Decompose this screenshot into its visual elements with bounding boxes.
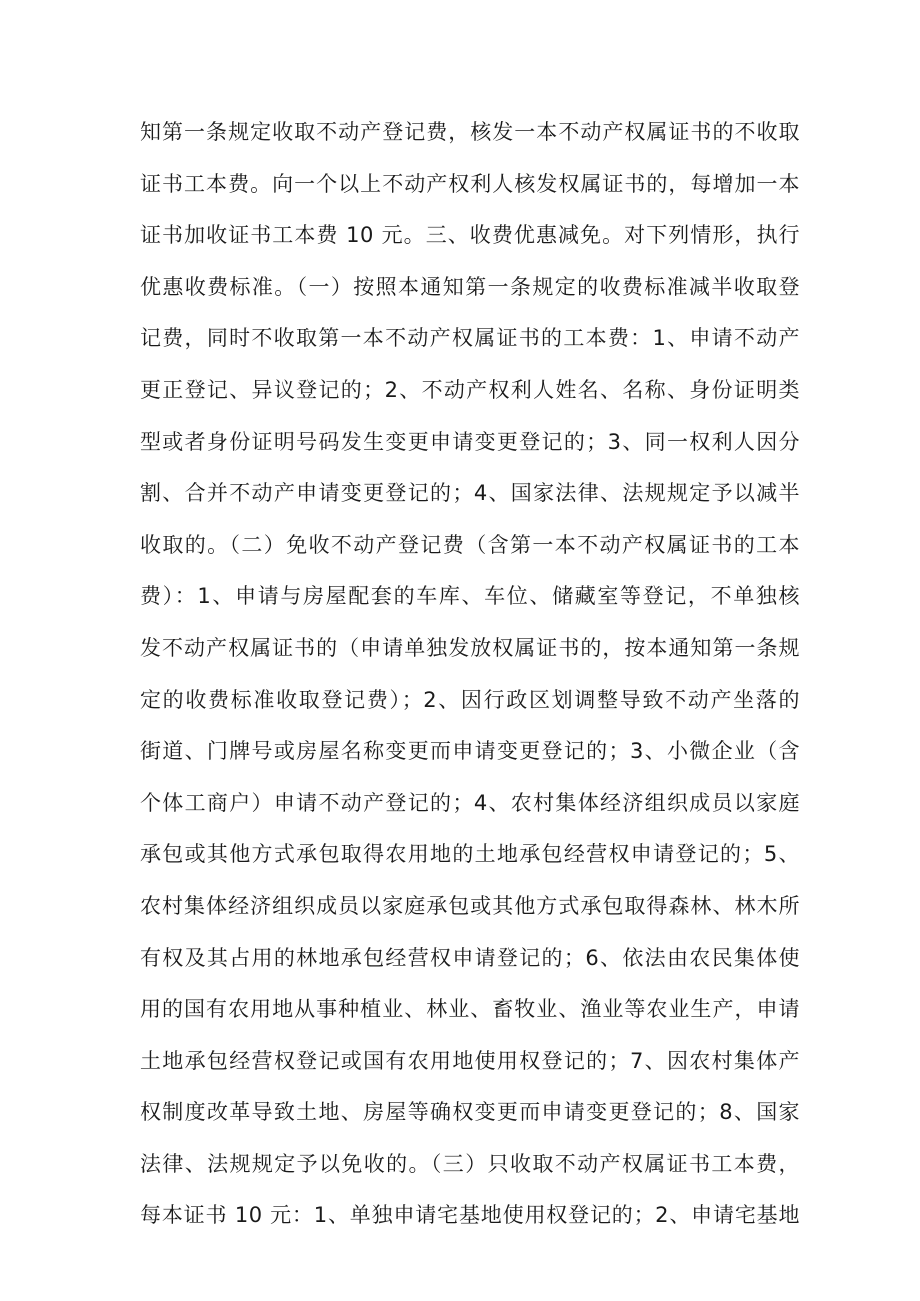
text-line: 有权及其占用的林地承包经营权申请登记的；6、依法由农民集体使 <box>140 945 800 970</box>
text-line: 更正登记、异议登记的；2、不动产权利人姓名、名称、身份证明类 <box>140 377 800 402</box>
text-line: 割、合并不动产申请变更登记的；4、国家法律、法规规定予以减半 <box>140 481 800 506</box>
text-line: 记费，同时不收取第一本不动产权属证书的工本费：1、申请不动产 <box>140 326 800 351</box>
text-line: 用的国有农用地从事种植业、林业、畜牧业、渔业等农业生产，申请 <box>140 997 800 1022</box>
text-line: 法律、法规规定予以免收的。（三）只收取不动产权属证书工本费， <box>140 1151 800 1176</box>
text-line: 收取的。（二）免收不动产登记费（含第一本不动产权属证书的工本 <box>140 532 800 557</box>
body-text <box>140 112 800 1247</box>
text-line: 权制度改革导致土地、房屋等确权变更而申请变更登记的；8、国家 <box>140 1100 800 1125</box>
text-line: 每本证书 10 元：1、单独申请宅基地使用权登记的；2、申请宅基地 <box>140 1203 800 1228</box>
text-line: 知第一条规定收取不动产登记费，核发一本不动产权属证书的不收取 <box>140 120 800 144</box>
text-line: 农村集体经济组织成员以家庭承包或其他方式承包取得森林、林木所 <box>140 893 800 918</box>
text-line: 费）：1、申请与房屋配套的车库、车位、储藏室等登记，不单独核 <box>140 584 800 609</box>
text-line: 型或者身份证明号码发生变更申请变更登记的；3、同一权利人因分 <box>140 429 800 454</box>
text-line: 证书工本费。向一个以上不动产权利人核发权属证书的，每增加一本 <box>140 171 800 196</box>
text-line: 个体工商户）申请不动产登记的；4、农村集体经济组织成员以家庭 <box>140 790 800 815</box>
text-line: 土地承包经营权登记或国有农用地使用权登记的；7、因农村集体产 <box>140 1048 800 1073</box>
text-line: 优惠收费标准。（一）按照本通知第一条规定的收费标准减半收取登 <box>140 274 800 299</box>
text-line: 定的收费标准收取登记费）；2、因行政区划调整导致不动产坐落的 <box>140 687 800 712</box>
text-line: 发不动产权属证书的（申请单独发放权属证书的，按本通知第一条规 <box>140 635 800 660</box>
text-line: 街道、门牌号或房屋名称变更而申请变更登记的；3、小微企业（含 <box>140 739 800 764</box>
text-line: 承包或其他方式承包取得农用地的土地承包经营权申请登记的；5、 <box>140 842 800 867</box>
text-line: 证书加收证书工本费 10 元。三、收费优惠减免。对下列情形，执行 <box>140 223 800 248</box>
